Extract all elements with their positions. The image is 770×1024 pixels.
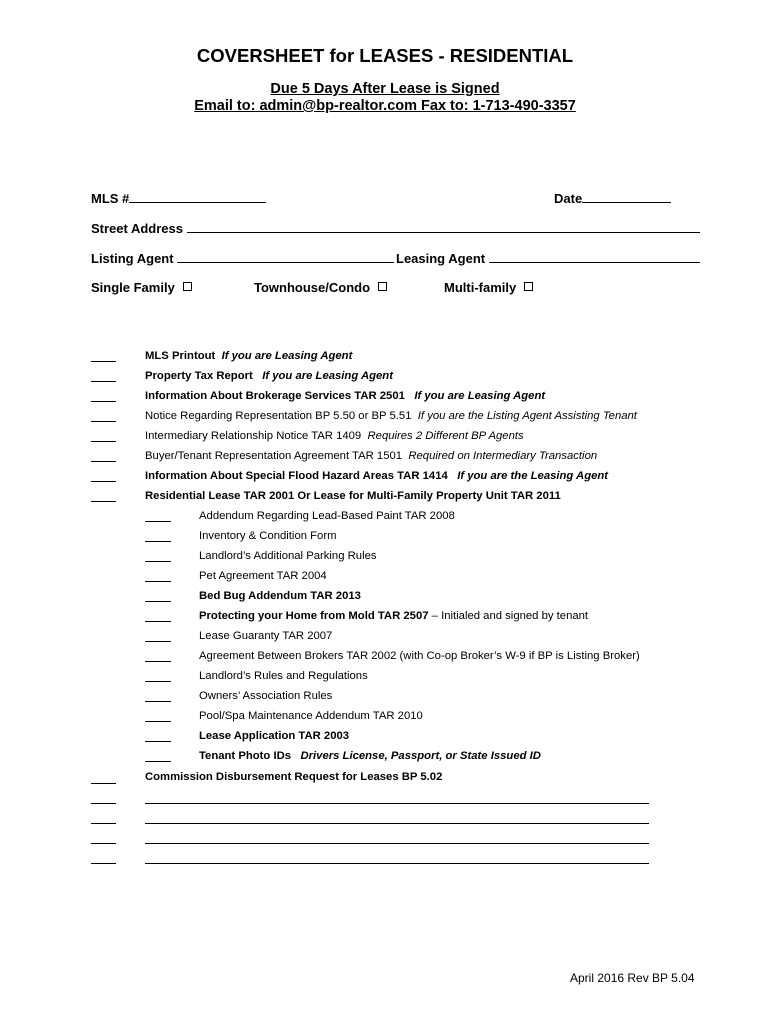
extra-blank-line[interactable] — [145, 803, 649, 804]
item-main: Notice Regarding Representation BP 5.50 or BP 5.51 — [145, 410, 412, 422]
footer-revision: April 2016 Rev BP 5.04 — [570, 971, 695, 985]
checklist-item-intermediary-notice — [145, 430, 524, 442]
multi-family-option[interactable] — [444, 280, 533, 295]
item-main: Pet Agreement TAR 2004 — [199, 570, 327, 582]
item-main: Agreement Between Brokers TAR 2002 (with Co-op Broker’s W-9 if BP is Listing Broker) — [199, 650, 640, 662]
multi-family-label: Multi-family — [444, 280, 517, 295]
item-main: Property Tax Report — [145, 370, 253, 382]
sub-checklist-blank[interactable] — [145, 581, 171, 582]
item-main: Landlord’s Additional Parking Rules — [199, 550, 377, 562]
sub-checklist-blank[interactable] — [145, 761, 171, 762]
extra-blank-check[interactable] — [91, 843, 116, 844]
extra-blank-line[interactable] — [145, 823, 649, 824]
mls-label: MLS # — [91, 191, 130, 206]
listing-agent-input[interactable] — [177, 250, 394, 263]
checklist-blank[interactable] — [91, 361, 116, 362]
sub-item-lease-guaranty — [199, 630, 332, 642]
item-main: Inventory & Condition Form — [199, 530, 337, 542]
item-main: Information About Special Flood Hazard Areas TAR 1414 — [145, 470, 448, 482]
sub-checklist-blank[interactable] — [145, 561, 171, 562]
sub-item-inventory — [199, 530, 337, 542]
sub-checklist-blank[interactable] — [145, 661, 171, 662]
sub-item-pet-agreement — [199, 570, 327, 582]
sub-checklist-blank[interactable] — [145, 601, 171, 602]
checklist-item-property-tax — [145, 370, 393, 382]
checklist-blank[interactable] — [91, 421, 116, 422]
checklist-blank[interactable] — [91, 461, 116, 462]
page-title: COVERSHEET for LEASES - RESIDENTIAL — [196, 45, 574, 66]
sub-item-tenant-photo-ids — [199, 750, 541, 762]
due-notice: Due 5 Days After Lease is Signed — [270, 81, 500, 97]
listing-agent-field — [91, 250, 394, 266]
item-note: If you are the Leasing Agent — [457, 470, 609, 482]
sub-item-pool-spa — [199, 710, 423, 722]
checklist-blank[interactable] — [91, 441, 116, 442]
mls-field — [91, 190, 266, 206]
date-label: Date — [554, 191, 583, 206]
checklist-blank[interactable] — [91, 783, 116, 784]
extra-blank-check[interactable] — [91, 823, 116, 824]
date-input[interactable] — [582, 190, 671, 203]
townhouse-condo-checkbox[interactable] — [378, 282, 387, 291]
item-main: Owners’ Association Rules — [199, 690, 333, 702]
single-family-label: Single Family — [91, 280, 175, 295]
item-main: MLS Printout — [145, 350, 216, 362]
sub-item-parking-rules — [199, 550, 377, 562]
sub-checklist-blank[interactable] — [145, 681, 171, 682]
item-main: Protecting your Home from Mold TAR 2507 — [199, 610, 429, 622]
sub-item-lead-paint — [199, 510, 455, 522]
mls-input[interactable] — [129, 190, 266, 203]
extra-blank-line[interactable] — [145, 843, 649, 844]
item-main: Pool/Spa Maintenance Addendum TAR 2010 — [199, 710, 423, 722]
sub-item-bed-bug — [199, 590, 361, 602]
sub-item-lease-application — [199, 730, 349, 742]
checklist-item-commission-disbursement — [145, 771, 442, 783]
sub-checklist-blank[interactable] — [145, 621, 171, 622]
item-main: Buyer/Tenant Representation Agreement TAR 1501 — [145, 450, 403, 462]
sub-checklist-blank[interactable] — [145, 721, 171, 722]
checklist-item-mls-printout — [145, 350, 352, 362]
townhouse-condo-option[interactable] — [254, 280, 387, 295]
item-main: Tenant Photo IDs — [199, 750, 292, 762]
contact-line: Email to: admin@bp-realtor.com Fax to: 1-713-490-3357 — [194, 98, 576, 114]
checklist-blank[interactable] — [91, 401, 116, 402]
item-main: Addendum Regarding Lead-Based Paint TAR 2008 — [199, 510, 455, 522]
item-main: Residential Lease TAR 2001 Or Lease for Multi-Family Property Unit TAR 2011 — [145, 490, 561, 502]
item-main: Lease Guaranty TAR 2007 — [199, 630, 333, 642]
extra-blank-line[interactable] — [145, 863, 649, 864]
item-note: If you are Leasing Agent — [221, 350, 353, 362]
item-note: Required on Intermediary Transaction — [408, 450, 598, 462]
single-family-option[interactable] — [91, 280, 192, 295]
checklist-item-notice-representation — [145, 410, 637, 422]
item-note: – Initialed and signed by tenant — [431, 610, 589, 622]
sub-item-owners-association — [199, 690, 332, 702]
item-main: Information About Brokerage Services TAR 2501 — [145, 390, 405, 402]
sub-item-mold — [199, 610, 588, 622]
street-address-input[interactable] — [187, 220, 700, 233]
sub-checklist-blank[interactable] — [145, 701, 171, 702]
item-note: If you are the Listing Agent Assisting Tenant — [417, 410, 637, 422]
checklist-blank[interactable] — [91, 381, 116, 382]
checklist-blank[interactable] — [91, 501, 116, 502]
item-main: Commission Disbursement Request for Leases BP 5.02 — [145, 771, 443, 783]
checklist-item-flood-hazard — [145, 470, 608, 482]
checklist-blank[interactable] — [91, 481, 116, 482]
street-address-label: Street Address — [91, 221, 183, 236]
checklist-item-brokerage-services — [145, 390, 545, 402]
leasing-agent-input[interactable] — [489, 250, 700, 263]
single-family-checkbox[interactable] — [183, 282, 192, 291]
item-note: Drivers License, Passport, or State Issued ID — [300, 750, 541, 762]
checklist-item-residential-lease — [145, 490, 561, 502]
leasing-agent-label: Leasing Agent — [396, 251, 486, 266]
extra-blank-check[interactable] — [91, 863, 116, 864]
item-main: Landlord’s Rules and Regulations — [199, 670, 368, 682]
sub-item-agreement-brokers — [199, 650, 640, 662]
street-address-field — [91, 220, 700, 236]
sub-item-landlord-rules — [199, 670, 368, 682]
sub-checklist-blank[interactable] — [145, 641, 171, 642]
extra-blank-check[interactable] — [91, 803, 116, 804]
item-main: Lease Application TAR 2003 — [199, 730, 350, 742]
checklist-item-buyer-tenant-agreement — [145, 450, 597, 462]
date-field — [554, 190, 671, 206]
item-main: Intermediary Relationship Notice TAR 1409 — [145, 430, 362, 442]
listing-agent-label: Listing Agent — [91, 251, 174, 266]
multi-family-checkbox[interactable] — [524, 282, 533, 291]
townhouse-condo-label: Townhouse/Condo — [254, 280, 371, 295]
sub-checklist-blank[interactable] — [145, 541, 171, 542]
item-main: Bed Bug Addendum TAR 2013 — [199, 590, 361, 602]
sub-checklist-blank[interactable] — [145, 741, 171, 742]
sub-checklist-blank[interactable] — [145, 521, 171, 522]
item-note: If you are Leasing Agent — [414, 390, 546, 402]
item-note: Requires 2 Different BP Agents — [367, 430, 524, 442]
item-note: If you are Leasing Agent — [262, 370, 393, 382]
leasing-agent-field — [396, 250, 700, 266]
